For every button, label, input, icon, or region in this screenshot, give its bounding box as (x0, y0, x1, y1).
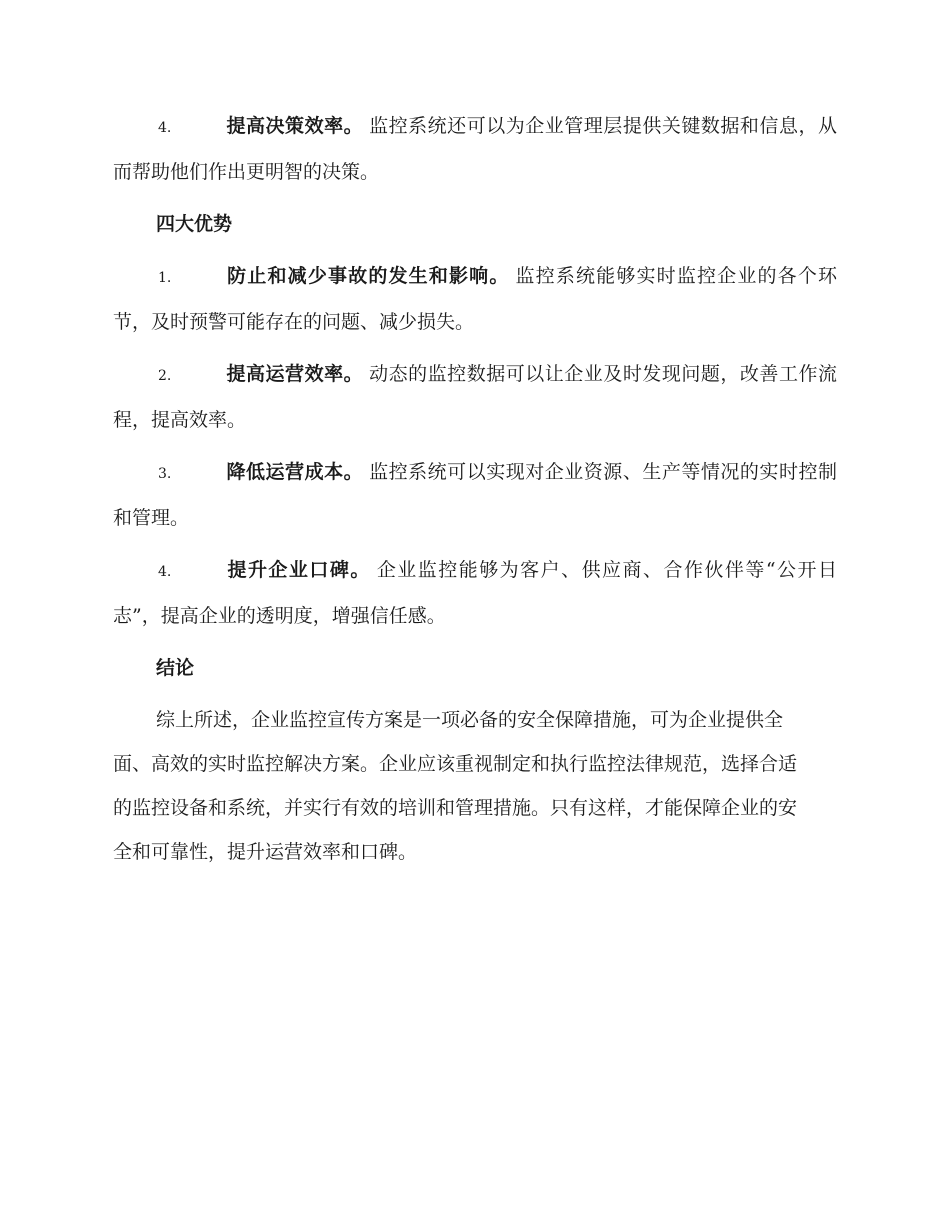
section-heading-advantages: 四大优势 (156, 213, 233, 235)
list-item-text: 监控系统可以实现对企业资源、生产等情况的实时控制和管理。 (113, 461, 837, 529)
list-item-reduce-costs (113, 450, 837, 540)
conclusion-paragraph: 综上所述，企业监控宣传方案是一项必备的安全保障措施，可为企业提供全面、高效的实时监控解决方案。企业应该重视制定和执行监控法律规范，选择合适的监控设备和系统，并实行有效的培训和管理措施。只有这样，才能保障企业的安全和可靠性，提升运营效率和口碑。 (113, 709, 798, 863)
list-item-lead: 防止和减少事故的发生和影响。 (226, 265, 510, 287)
list-item-text: 监控系统还可以为企业管理层提供关键数据和信息，从而帮助他们作出更明智的决策。 (113, 115, 837, 183)
list-item-text: 动态的监控数据可以让企业及时发现问题，改善工作流程，提高效率。 (113, 363, 837, 431)
section-heading-conclusion: 结论 (156, 657, 195, 679)
list-number: 4. (158, 564, 172, 580)
list-item-operational-efficiency (113, 352, 837, 442)
list-number: 3. (158, 466, 172, 482)
list-number: 2. (158, 368, 172, 384)
list-number: 1. (158, 270, 172, 286)
list-item-text: 监控系统能够实时监控企业的各个环节，及时预警可能存在的问题、减少损失。 (113, 265, 837, 333)
list-item-reputation (113, 548, 837, 638)
list-item-lead: 降低运营成本。 (226, 461, 364, 483)
list-number: 4. (158, 120, 172, 136)
list-item-text: 企业监控能够为客户、供应商、合作伙伴等“公开日志”，提高企业的透明度，增强信任感。 (113, 559, 837, 627)
list-item-lead: 提高运营效率。 (226, 363, 364, 385)
list-item-lead: 提高决策效率。 (226, 115, 364, 137)
list-item-lead: 提升企业口碑。 (226, 559, 371, 581)
list-item-decision-efficiency (113, 104, 837, 194)
list-item-accident-prevention (113, 254, 837, 344)
